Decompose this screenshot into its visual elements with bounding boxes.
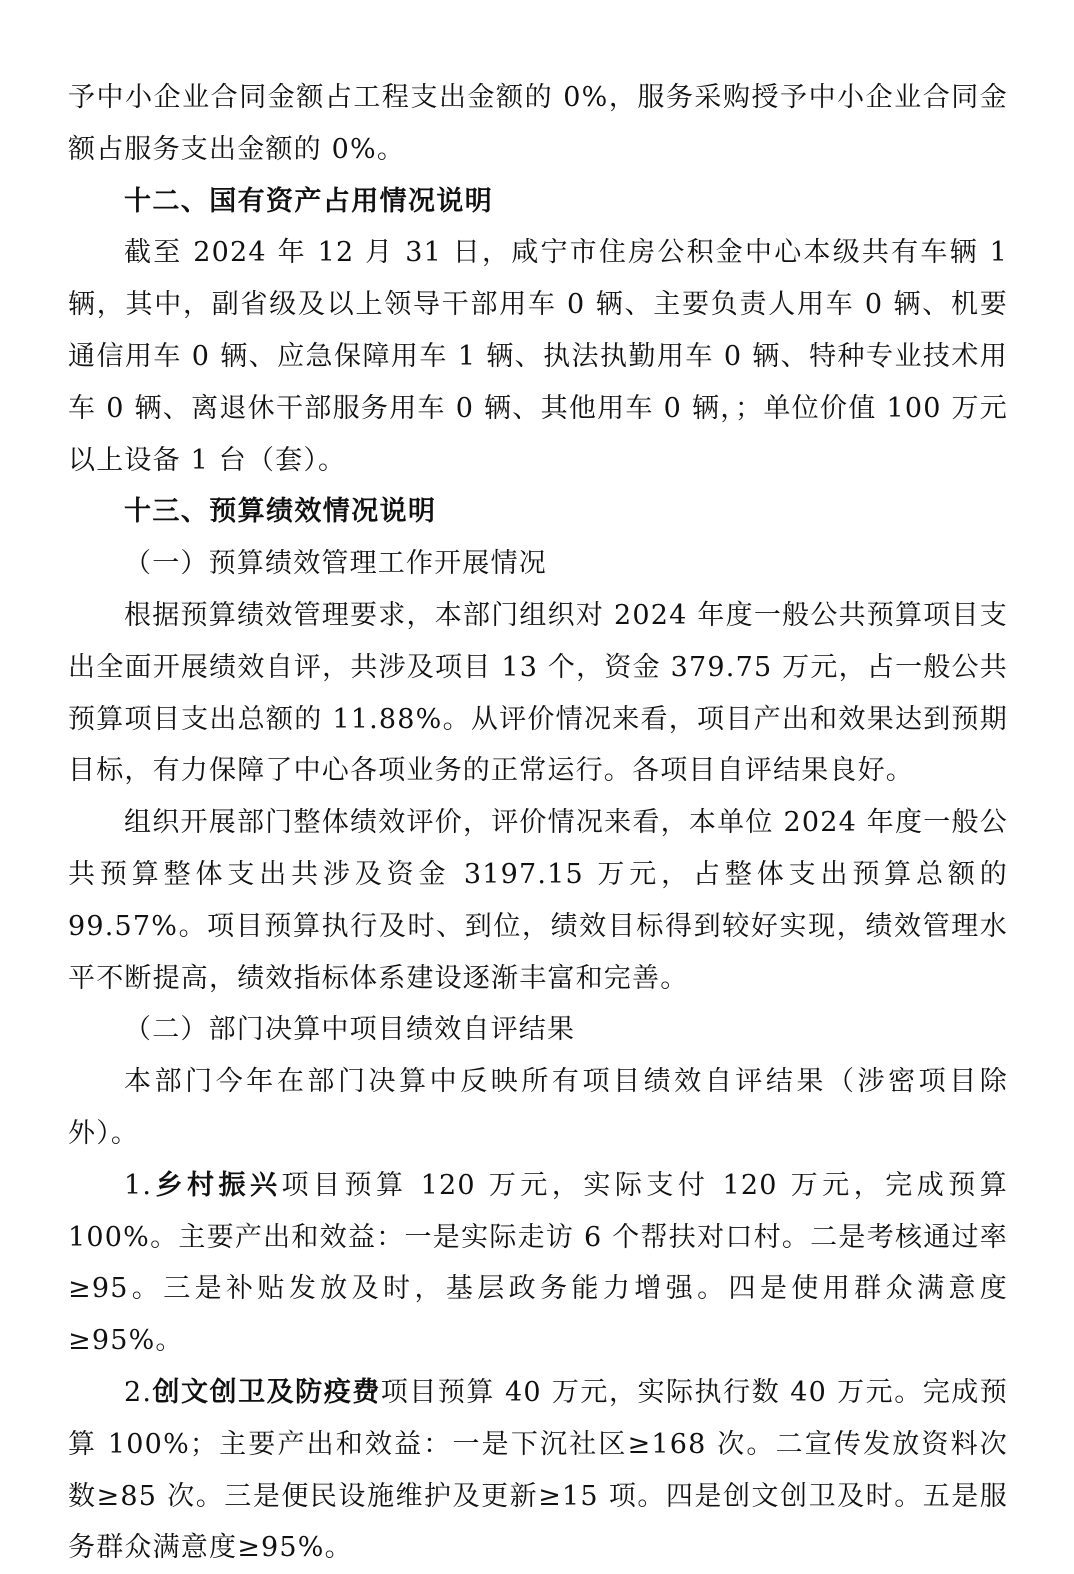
- paragraph-assets: 截至 2024 年 12 月 31 日，咸宁市住房公积金中心本级共有车辆 1 辆，其中，副省级及以上领导干部用车 0 辆、主要负责人用车 0 辆、机要通信用车 0 辆、应急保障用车 1 辆、执法执勤用车 0 辆、特种专业技术用车 0 辆、离退休干部服务用车 0 辆、其他用车 0 辆，；单位价值 100 万元以上设备 1 台（套）。: [68, 237, 1008, 476]
- item-number: 1.: [124, 1169, 153, 1201]
- section-heading-13: 十三、预算绩效情况说明: [124, 496, 437, 528]
- item-name: 创文创卫及防疫费: [152, 1376, 381, 1408]
- paragraph-results-intro: 本部门今年在部门决算中反映所有项目绩效自评结果（涉密项目除外）。: [68, 1066, 1008, 1149]
- item-text: 项目预算 120 万元，实际支付 120 万元，完成预算 100%。主要产出和效益：一是实际走访 6 个帮扶对口村。二是考核通过率≥95。三是补贴发放及时，基层政务能力增强。四是使用群众满意度≥95%。: [68, 1169, 1008, 1357]
- paragraph-continuation: 予中小企业合同金额占工程支出金额的 0%，服务采购授予中小企业合同金额占服务支出金额的 0%。: [68, 82, 1008, 165]
- item-civilization-health: [68, 1367, 1008, 1574]
- item-text: 项目预算 40 万元，实际执行数 40 万元。完成预算 100%；主要产出和效益：一是下沉社区≥168 次。二宣传发放资料次数≥85 次。三是便民设施维护及更新≥15 项。四是创文创卫及时。五是服务群众满意度≥95%。: [68, 1376, 1008, 1564]
- subheading-1: （一）预算绩效管理工作开展情况: [124, 548, 547, 580]
- item-number: 2.: [124, 1376, 153, 1408]
- item-rural-revitalization: [68, 1160, 1008, 1367]
- paragraph-self-evaluation: 根据预算绩效管理要求，本部门组织对 2024 年度一般公共预算项目支出全面开展绩效自评，共涉及项目 13 个，资金 379.75 万元，占一般公共预算项目支出总额的 11.88%。从评价情况来看，项目产出和效果达到预期目标，有力保障了中心各项业务的正常运行。各项目自评结果良好。: [68, 599, 1008, 787]
- section-heading-12: 十二、国有资产占用情况说明: [124, 185, 494, 217]
- item-name: 乡村振兴: [152, 1169, 282, 1201]
- paragraph-overall-evaluation: 组织开展部门整体绩效评价，评价情况来看，本单位 2024 年度一般公共预算整体支出共涉及资金 3197.15 万元，占整体支出预算总额的 99.57%。项目预算执行及时、到位，绩效目标得到较好实现，绩效管理水平不断提高，绩效指标体系建设逐渐丰富和完善。: [68, 807, 1008, 994]
- subheading-2: （二）部门决算中项目绩效自评结果: [124, 1014, 576, 1046]
